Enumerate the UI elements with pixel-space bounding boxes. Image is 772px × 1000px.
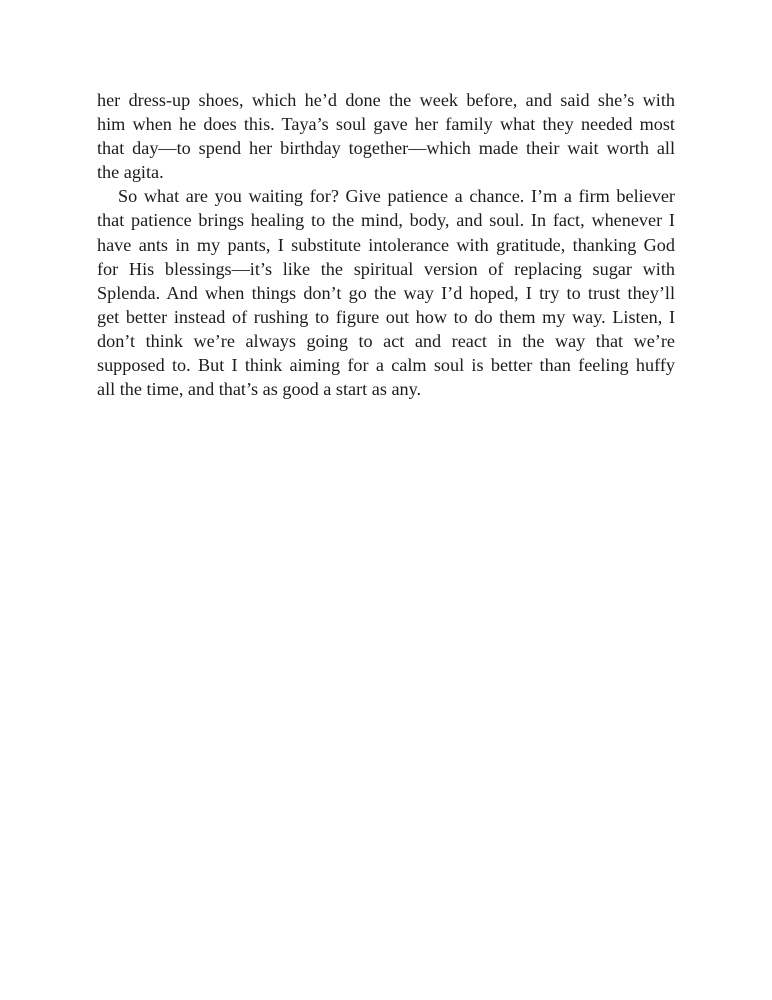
text-line: that patience brings healing to the mind, body, and soul. In fact, whenever I [97,210,675,231]
text-line: get better instead of rushing to figure out how to do them my way. Listen, I [97,306,675,327]
text-line: the agita. [97,162,164,183]
body-text [97,88,675,401]
text-line: her dress-up shoes, which he’d done the week before, and said she’s with [97,90,675,110]
text-line: for His blessings—it’s like the spiritual version of replacing sugar with [97,258,675,279]
text-line: all the time, and that’s as good a start as any. [97,379,422,400]
paragraph-1 [97,88,675,184]
text-line: don’t think we’re always going to act and react in the way that we’re [97,330,675,351]
text-line: have ants in my pants, I substitute intolerance with gratitude, thanking God [97,234,675,255]
text-line: that day—to spend her birthday together—which made their wait worth all [97,138,675,159]
text-line: supposed to. But I think aiming for a calm soul is better than feeling huffy [97,355,675,376]
text-line: Splenda. And when things don’t go the way I’d hoped, I try to trust they’ll [97,282,675,303]
text-line: him when he does this. Taya’s soul gave her family what they needed most [97,114,675,135]
text-line: So what are you waiting for? Give patience a chance. I’m a firm believer [118,186,675,207]
paragraph-2 [97,184,675,401]
